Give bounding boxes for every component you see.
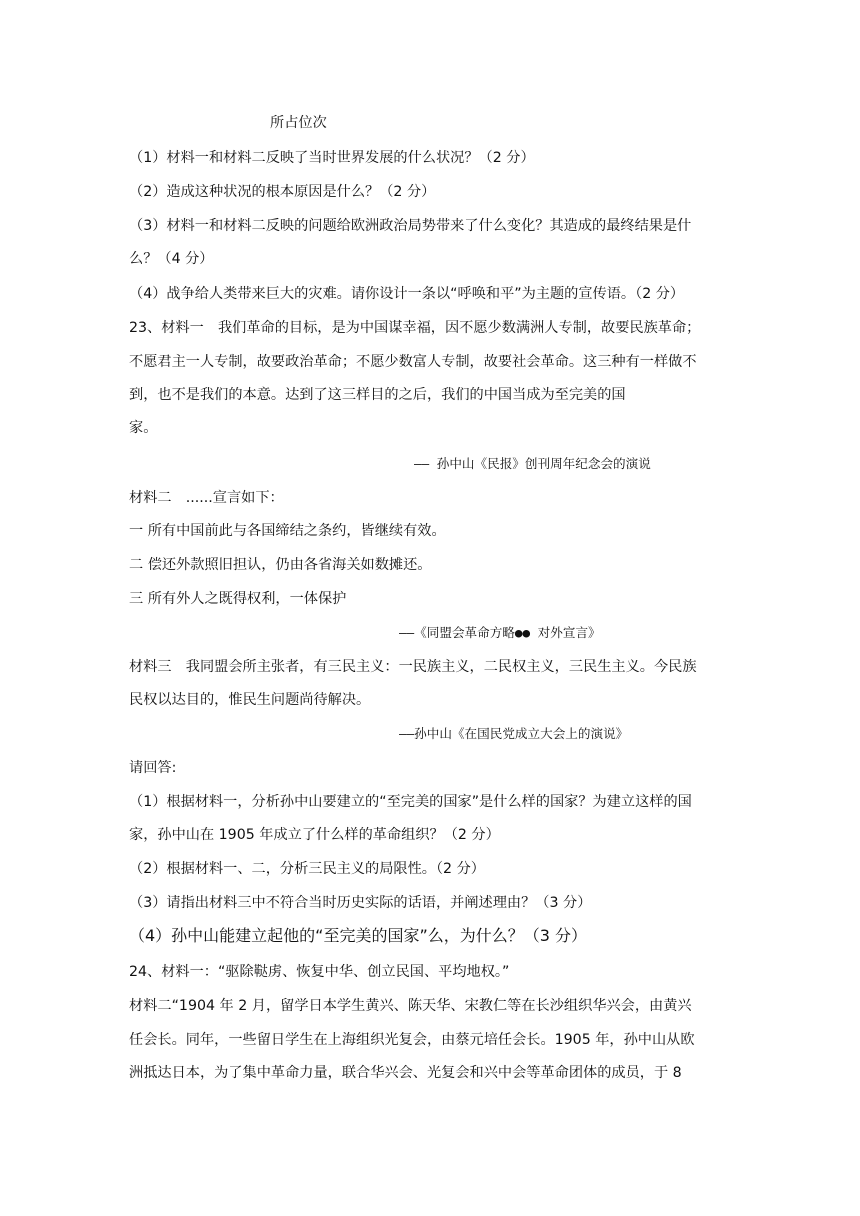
q23-material-3-cont: 民权以达目的，惟民生问题尚待解决。 [129, 692, 371, 708]
section-label: 所占位次 [270, 115, 327, 131]
q23-material-2: 材料二 ......宣言如下： [129, 490, 284, 506]
q24-material-2-cont: 任会长。同年，一些留日学生在上海组织光复会，由蔡元培任会长。1905 年，孙中山从欧 [129, 1032, 695, 1048]
q23-material-1-cont: 不愿君主一人专制，故要政治革命；不愿少数富人专制，故要社会革命。这三种有一样做不 [129, 354, 697, 370]
q24-material-2-cont: 洲抵达日本，为了集中革命力量，联合华兴会、光复会和兴中会等革命团体的成员，于 8 [129, 1065, 682, 1081]
question-22-3-cont: 么？（4 分） [129, 251, 214, 267]
list-item: 三 所有外人之既得权利，一体保护 [129, 591, 347, 607]
q23-material-1: 23、材料一 我们革命的目标，是为中国谋幸福，因不愿少数满洲人专制，故要民族革命； [129, 320, 701, 336]
q23-material-1-cont: 到，也不是我们的本意。达到了这三样目的之后，我们的中国当成为至完美的国 [129, 387, 626, 403]
citation: ——孙中山《在国民党成立大会上的演说》 [399, 726, 629, 741]
citation: ——《同盟会革命方略●● 对外宣言》 [399, 625, 601, 640]
question-22-3: （3）材料一和材料二反映的问题给欧洲政治局势带来了什么变化？其造成的最终结果是什 [129, 218, 692, 234]
list-item: 一 所有中国前此与各国缔结之条约，皆继续有效。 [129, 523, 446, 539]
citation: —— 孙中山《民报》创刊周年纪念会的演说 [414, 456, 651, 471]
question-23-2: （2）根据材料一、二，分析三民主义的局限性。（2 分） [129, 861, 485, 877]
q23-material-1-cont: 家。 [129, 420, 158, 436]
question-23-3: （3）请指出材料三中不符合当时历史实际的话语，并阐述理由？（3 分） [129, 895, 592, 911]
prompt-label: 请回答: [129, 760, 177, 776]
question-23-4: （4）孙中山能建立起他的“至完美的国家”么，为什么？（3 分） [129, 926, 588, 945]
question-22-1: （1）材料一和材料二反映了当时世界发展的什么状况？（2 分） [129, 150, 535, 166]
question-22-2: （2）造成这种状况的根本原因是什么？（2 分） [129, 184, 436, 200]
q24-material-2: 材料二“1904 年 2 月，留学日本学生黄兴、陈天华、宋教仁等在长沙组织华兴会，由黄兴 [129, 998, 692, 1014]
list-item: 二 偿还外款照旧担认，仍由各省海关如数摊还。 [129, 557, 432, 573]
question-23-1: （1）根据材料一，分析孙中山要建立的“至完美的国家”是什么样的国家？为建立这样的国 [129, 794, 692, 810]
question-22-4: （4）战争给人类带来巨大的灾难。请你设计一条以“呼唤和平”为主题的宣传语。（2 分） [129, 286, 685, 302]
q24-material-1: 24、材料一：“驱除鞑虏、恢复中华、创立民国、平均地权。” [129, 964, 510, 980]
q23-material-3: 材料三 我同盟会所主张者，有三民主义：一民族主义，二民权主义，三民生主义。今民族 [129, 659, 697, 675]
question-23-1-cont: 家，孙中山在 1905 年成立了什么样的革命组织？（2 分） [129, 827, 500, 843]
